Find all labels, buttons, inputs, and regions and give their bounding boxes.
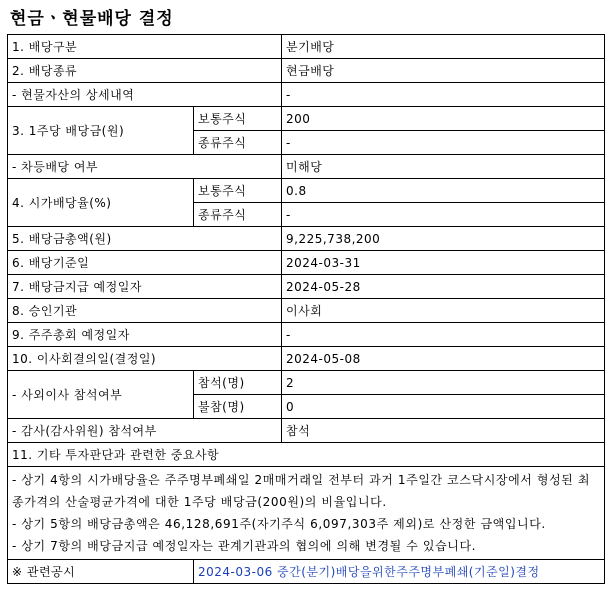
disclosure-table <box>7 34 605 584</box>
page-title: 현금ㆍ현물배당 결정 <box>10 9 174 29</box>
label-record-date: 6. 배당기준일 <box>8 251 282 275</box>
row-outside-directors-present <box>8 371 605 395</box>
label-shareholder-meeting: 9. 주주총회 예정일자 <box>8 323 282 347</box>
value-dividend-category: 분기배당 <box>282 35 605 59</box>
row-payment-date <box>8 275 605 299</box>
label-dps-preferred: 종류주식 <box>194 131 282 155</box>
label-payment-date: 7. 배당금지급 예정일자 <box>8 275 282 299</box>
label-outside-directors: - 사외이사 참석여부 <box>8 371 194 419</box>
row-in-kind-details <box>8 83 605 107</box>
value-yield-preferred: - <box>282 203 605 227</box>
row-dps-common <box>8 107 605 131</box>
value-auditor-attendance: 참석 <box>282 419 605 443</box>
note-line: - 상기 7항의 배당금지급 예정일자는 관계기관과의 협의에 의해 변경될 수 있습니다. <box>12 539 477 553</box>
label-auditor-attendance: - 감사(감사위원) 참석여부 <box>8 419 282 443</box>
value-record-date: 2024-03-31 <box>282 251 605 275</box>
label-yield-common: 보통주식 <box>194 179 282 203</box>
value-board-resolution: 2024-05-08 <box>282 347 605 371</box>
row-auditor-attendance <box>8 419 605 443</box>
row-dividend-type <box>8 59 605 83</box>
label-dividend-yield: 4. 시가배당율(%) <box>8 179 194 227</box>
value-directors-present: 2 <box>282 371 605 395</box>
row-related-disclosure <box>8 560 605 584</box>
label-total-dividend: 5. 배당금총액(원) <box>8 227 282 251</box>
value-differential-dividend: 미해당 <box>282 155 605 179</box>
label-differential-dividend: - 차등배당 여부 <box>8 155 282 179</box>
label-directors-absent: 불참(명) <box>194 395 282 419</box>
row-differential-dividend <box>8 155 605 179</box>
label-other-matters: 11. 기타 투자판단과 관련한 중요사항 <box>8 443 605 467</box>
label-in-kind-details: - 현물자산의 상세내역 <box>8 83 282 107</box>
row-dividend-category <box>8 35 605 59</box>
label-board-resolution: 10. 이사회결의일(결정일) <box>8 347 282 371</box>
related-disclosure-link[interactable]: 2024-03-06 중간(분기)배당을위한주주명부폐쇄(기준일)결정 <box>198 565 540 579</box>
row-shareholder-meeting <box>8 323 605 347</box>
value-yield-common: 0.8 <box>282 179 605 203</box>
row-other-matters-header <box>8 443 605 467</box>
label-yield-preferred: 종류주식 <box>194 203 282 227</box>
value-approval-body: 이사회 <box>282 299 605 323</box>
note-line: - 상기 4항의 시가배당율은 주주명부폐쇄일 2매매거래일 전부터 과거 1주일간 코스닥시장에서 형성된 최종가격의 산술평균가격에 대한 1주당 배당금(200원)의 비율입니다. <box>12 473 591 509</box>
label-dividend-per-share: 3. 1주당 배당금(원) <box>8 107 194 155</box>
note-line: - 상기 5항의 배당금총액은 46,128,691주(자기주식 6,097,303주 제외)로 산정한 금액입니다. <box>12 517 546 531</box>
related-disclosure-cell <box>194 560 605 584</box>
label-related-disclosure: ※ 관련공시 <box>8 560 194 584</box>
row-total-dividend <box>8 227 605 251</box>
row-approval-body <box>8 299 605 323</box>
value-dps-common: 200 <box>282 107 605 131</box>
label-dividend-category: 1. 배당구분 <box>8 35 282 59</box>
value-dividend-type: 현금배당 <box>282 59 605 83</box>
row-board-resolution <box>8 347 605 371</box>
other-matters-notes <box>8 467 605 560</box>
value-total-dividend: 9,225,738,200 <box>282 227 605 251</box>
value-in-kind-details: - <box>282 83 605 107</box>
row-record-date <box>8 251 605 275</box>
value-shareholder-meeting: - <box>282 323 605 347</box>
label-directors-present: 참석(명) <box>194 371 282 395</box>
label-dividend-type: 2. 배당종류 <box>8 59 282 83</box>
value-payment-date: 2024-05-28 <box>282 275 605 299</box>
value-dps-preferred: - <box>282 131 605 155</box>
label-approval-body: 8. 승인기관 <box>8 299 282 323</box>
value-directors-absent: 0 <box>282 395 605 419</box>
row-other-matters-notes <box>8 467 605 560</box>
row-yield-common <box>8 179 605 203</box>
label-dps-common: 보통주식 <box>194 107 282 131</box>
